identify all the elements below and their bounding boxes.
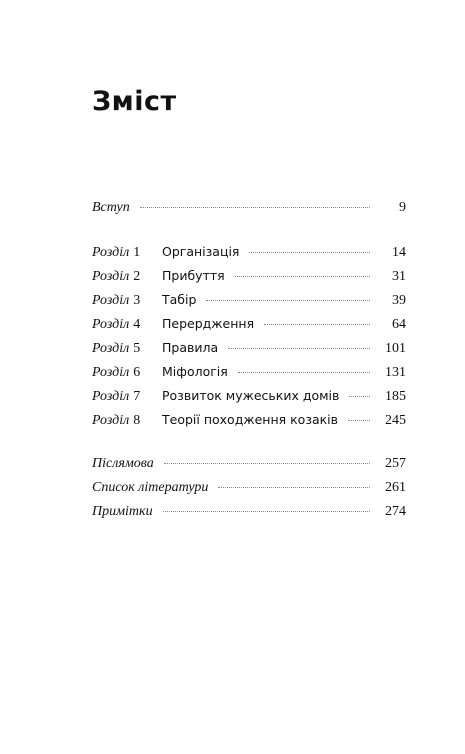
toc-backmatter-row[interactable] [92,480,406,500]
chapter-word: Розділ [92,413,130,428]
page-number: 31 [392,269,406,284]
chapter-number: 6 [133,365,141,380]
chapter-word: Розділ [92,341,130,356]
section-label: Післямова [92,456,154,471]
toc-chapter-row[interactable] [92,340,406,360]
toc-backmatter-row[interactable] [92,504,406,524]
page-number: 64 [392,317,406,332]
chapter-word: Розділ [92,317,130,332]
page-number: 14 [392,245,406,260]
page-number: 9 [399,200,406,215]
toc-chapter-row[interactable] [92,268,406,288]
dot-leader [348,420,370,421]
chapter-label [92,365,162,381]
chapter-title: Теорії походження козаків [162,412,339,427]
chapter-label [92,341,162,357]
chapter-title: Правила [162,340,219,355]
chapter-label [92,245,162,261]
chapter-label [92,413,162,429]
chapter-title: Прибуття [162,268,225,283]
chapter-number: 4 [133,317,141,332]
dot-leader [163,511,370,512]
toc-chapter-row[interactable] [92,388,406,408]
chapter-word: Розділ [92,269,130,284]
dot-leader [349,396,370,397]
chapter-number: 7 [133,389,141,404]
page-number: 245 [385,413,406,428]
chapter-title: Міфологія [162,364,228,379]
section-label: Примітки [92,504,153,519]
dot-leader [164,463,370,464]
page-number: 39 [392,293,406,308]
dot-leader [235,276,370,277]
section-label: Вступ [92,200,130,215]
dot-leader [228,348,370,349]
page-number: 261 [385,480,406,495]
toc-chapter-row[interactable] [92,412,406,432]
page-number: 101 [385,341,406,356]
dot-leader [206,300,370,301]
page-number: 257 [385,456,406,471]
page-number: 131 [385,365,406,380]
chapter-label [92,317,162,333]
dot-leader [238,372,370,373]
page-number: 185 [385,389,406,404]
chapter-label [92,269,162,285]
chapter-word: Розділ [92,365,130,380]
toc-backmatter-row[interactable] [92,456,406,476]
chapter-label [92,293,162,309]
chapter-title: Табір [162,292,197,307]
dot-leader [218,487,370,488]
chapter-number: 1 [133,245,141,260]
page-number: 274 [385,504,406,519]
page-title: Зміст [92,86,177,117]
dot-leader [249,252,370,253]
chapter-title: Розвиток мужеських домів [162,388,340,403]
toc-chapter-row[interactable] [92,364,406,384]
toc-chapter-row[interactable] [92,316,406,336]
chapter-number: 5 [133,341,141,356]
chapter-number: 8 [133,413,141,428]
chapter-number: 3 [133,293,141,308]
chapter-word: Розділ [92,389,130,404]
toc-chapter-row[interactable] [92,244,406,264]
section-label: Список літератури [92,480,209,495]
dot-leader [140,207,370,208]
dot-leader [264,324,370,325]
toc-intro-row[interactable] [92,200,406,220]
chapter-label [92,389,162,405]
chapter-number: 2 [133,269,141,284]
toc-chapter-row[interactable] [92,292,406,312]
chapter-title: Перердження [162,316,255,331]
chapter-title: Організація [162,244,240,259]
chapter-word: Розділ [92,293,130,308]
chapter-word: Розділ [92,245,130,260]
